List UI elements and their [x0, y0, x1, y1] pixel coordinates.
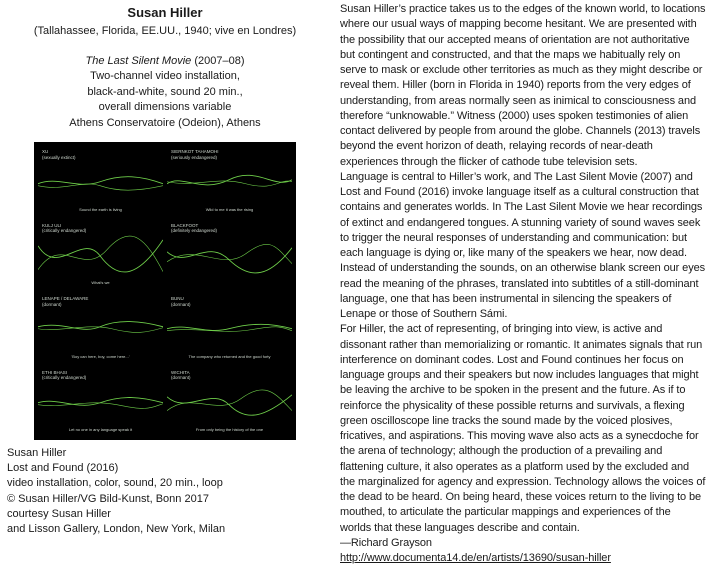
work-title-line: [0, 54, 330, 69]
video-stills-grid: [34, 142, 296, 440]
essay-line: but contingent and constructed, and that the maps we habitually rely on: [340, 48, 681, 61]
language-label: BLACKFOOT (definitely endangered): [171, 222, 218, 233]
essay-line: serve to mask or exclude other territories as much as they might describe or: [340, 64, 703, 76]
essay-line: the marginalized for agency and expression. Technology allows the voices of: [340, 475, 706, 488]
video-still: [167, 220, 292, 290]
essay-line: read the meaning of the phrases, translated into subtitles of a still-dominant: [340, 277, 699, 290]
subtitle-text: Sound the earth is living: [79, 206, 122, 212]
language-label: BUNU (dormant): [171, 296, 191, 307]
language-label: ETHI BHASI (critically endangered): [42, 369, 87, 380]
essay-line: beyond the event horizon of death, relaying records of near-death: [340, 140, 653, 153]
source-link[interactable]: http://www.documenta14.de/en/artists/13690/susan-hiller: [340, 552, 611, 564]
subtitle-text: 'Boy can here, boy, come here...': [71, 353, 130, 359]
essay-line: contact delivered by people from around the globe. Channels (2013) travels: [340, 125, 701, 137]
work-details: [0, 54, 330, 131]
essay-line: Language is central to Hiller’s work, and The Last Silent Movie (2007) and: [340, 170, 693, 183]
subtitle-text: From only being the history of the one: [195, 427, 264, 432]
caption-line: and Lisson Gallery, London, New York, Milan: [7, 523, 226, 536]
essay-line: the arena of technology; although the production of a prevailing and: [340, 445, 663, 458]
caption-work-title: Lost and Found (2016): [7, 462, 119, 475]
language-label: XU (sexually extinct): [42, 149, 76, 160]
language-label: SIERNKOT TAHAMOHI (seriously endangered): [171, 149, 219, 160]
language-label: LENAPE / DELAWARE (dormant): [42, 296, 89, 307]
essay-line: understanding, from areas normally seen as inimical to consciousness and: [340, 94, 696, 107]
subtitle-text: The company who returned and the good forty: [188, 353, 271, 359]
essay-line: contains and generates worlds. In The Last Silent Movie we hear recordings: [340, 201, 703, 214]
essay-line: therefore “unknowable.” Witness (2000) uses spoken testimonies of alien: [340, 109, 689, 122]
artist-name: Susan Hiller: [127, 5, 203, 20]
subtitle-text: Let no one in any language speak it: [68, 427, 133, 432]
caption-line: © Susan Hiller/VG Bild-Kunst, Bonn 2017: [7, 492, 209, 505]
essay-line: Instead of understanding the sounds, on an otherwise blank screen our eyes: [340, 262, 706, 275]
language-label: KULJ ULI (critically endangered): [42, 222, 87, 233]
essay-line: fricatives, and aspirations. This moving wave also acts as a synecdoche for: [340, 430, 699, 442]
language-label: WICHITA (dormant): [171, 369, 191, 380]
work-detail-line: black-and-white, sound 20 min.,: [87, 85, 243, 98]
essay-line: mouthed, to articulate the particular mappings and experiences of the: [340, 506, 671, 519]
work-year: (2007–08): [191, 55, 245, 67]
video-still: [38, 220, 163, 290]
essay-line: For Hiller, the act of representing, of bringing into view, is active and: [340, 323, 663, 336]
video-still: [38, 293, 163, 363]
work-detail-line: overall dimensions variable: [98, 101, 232, 114]
essay-line: worlds that these languages describe and contain.: [340, 521, 580, 534]
essay-line: the dead to be heard. On being heard, these voices return to the living to be: [340, 491, 702, 503]
left-column: [0, 0, 330, 540]
image-caption: [7, 446, 225, 537]
essay-author: —Richard Grayson: [340, 536, 432, 549]
essay-line: Lost and Found (2016) invoke language itself as a cultural construction that: [340, 186, 699, 198]
caption-line: courtesy Susan Hiller: [7, 507, 111, 520]
essay-line: to trigger the neural responses of understanding and communication: but: [340, 231, 687, 244]
essay-line: Susan Hiller’s practice takes us to the edges of the known world, to locations: [340, 3, 706, 15]
essay-line: language, one that has been instrumental in silencing the speakers of: [340, 292, 672, 305]
subtitle-text: Wild to me it was the rising: [205, 206, 254, 212]
artist-bio-line: (Tallahassee, Florida, EE.UU., 1940; vive en Londres): [33, 25, 297, 37]
video-still: [167, 367, 292, 437]
essay-line: each language is dying or, like many of the speakers we hear, now dead.: [340, 247, 687, 259]
essay-line: experiences through the flicker of cathode tube television sets.: [340, 155, 638, 168]
essay-line: interference on dominant codes. Lost and Found continues her focus on: [340, 353, 684, 366]
essay-line: the possibility that our accepted means of orientation are not authoritative: [340, 33, 690, 46]
essay-line: reinforce the physicality of these possible returns and survivals, a flexing: [340, 399, 685, 412]
essay-line: of extinct and endangered tongues. A stunning variety of sound waves seek: [340, 216, 701, 229]
essay-line: be leaving the archive to be spoken in the present and the future. As if to: [340, 384, 686, 397]
essay-line: dissonant rather than memorializing or romantic. It animates signals that run: [340, 338, 703, 351]
work-detail-line: Athens Conservatoire (Odeion), Athens: [69, 116, 261, 129]
video-still: [38, 367, 163, 437]
work-title: The Last Silent Movie: [85, 55, 192, 67]
essay-line: Lenape or those of Southern Sámi.: [340, 308, 508, 320]
caption-line: video installation, color, sound, 20 min., loop: [7, 477, 223, 490]
essay-text: [340, 2, 720, 566]
essay-line: flattening culture, it also operates as a platform used by the excluded and: [340, 460, 689, 473]
essay-line: reveal them. Hiller (born in Florida in 1940) reports from the very edges of: [340, 79, 691, 92]
video-still: [167, 293, 292, 363]
essay-line: language groups and their speakers but now includes languages that might: [340, 369, 699, 381]
video-still: [38, 146, 163, 216]
essay-line: where our usual ways of mapping become hesitant. We are presented with: [340, 18, 697, 31]
caption-artist: Susan Hiller: [7, 447, 67, 459]
video-still: [167, 146, 292, 216]
subtitle-text: What's we: [91, 280, 110, 285]
essay-line: green oscilloscope line tracks the sound made by the voiced plosives,: [340, 414, 673, 427]
work-detail-line: Two-channel video installation,: [90, 70, 240, 83]
